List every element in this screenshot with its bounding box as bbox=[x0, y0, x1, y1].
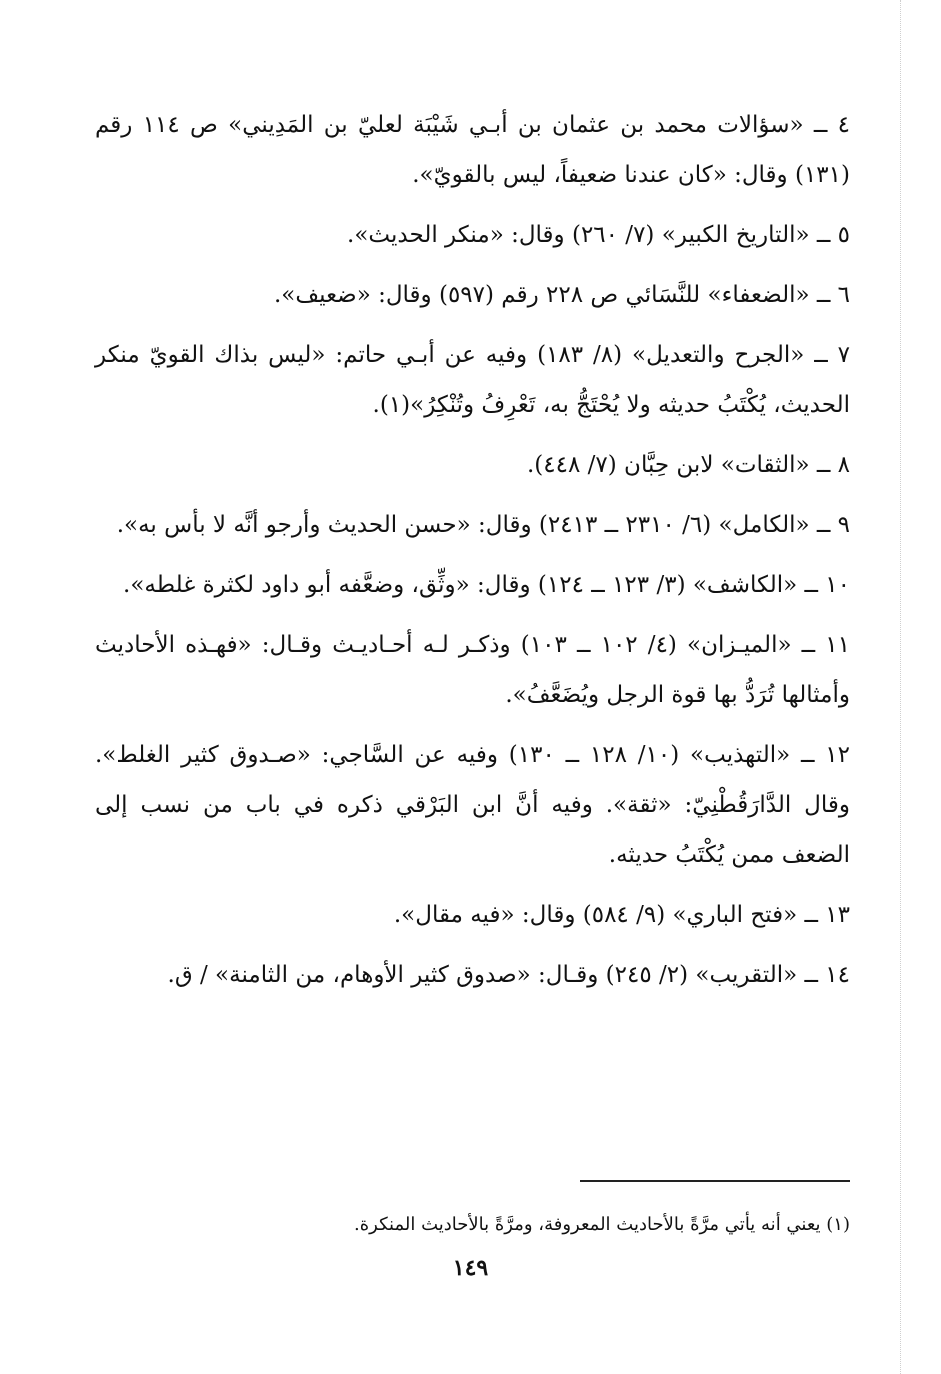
page-edge-line bbox=[900, 0, 901, 1374]
entry-11: ١١ ــ «الميـزان» (٤/ ١٠٢ ــ ١٠٣) وذكـر لـه أحـاديـث وقـال: «فهـذه الأحاديث وأمثالها تُرَدُّ بها قوة الرجل ويُضَعَّفُ». bbox=[95, 632, 851, 708]
entry-13: ١٣ ــ «فتح الباري» (٩/ ٥٨٤) وقال: «فيه مقال». bbox=[393, 902, 850, 928]
entry-7: ٧ ــ «الجرح والتعديل» (٨/ ١٨٣) وفيه عن أبـي حاتم: «ليس بذاك القويّ منكر الحديث، يُكْتَبُ حديثه ولا يُحْتَجُّ به، تَعْرِفُ وتُنْكِرُ»(١). bbox=[95, 342, 851, 418]
entry-4: ٤ ــ «سؤالات محمد بن عثمان بن أبـي شَيْبَة لعليّ بن المَدِيني» ص ١١٤ رقم (١٣١) وقال: «كان عندنا ضعيفاً، ليس بالقويّ». bbox=[95, 112, 850, 188]
footnote: (١) يعني أنه يأتي مرَّةً بالأحاديث المعروفة، ومرَّةً بالأحاديث المنكرة. bbox=[354, 1214, 850, 1235]
entry-10: ١٠ ــ «الكاشف» (٣/ ١٢٣ ــ ١٢٤) وقال: «وثِّق، وضعَّفه أبو داود لكثرة غلطه». bbox=[123, 572, 850, 598]
entry-5: ٥ ــ «التاريخ الكبير» (٧/ ٢٦٠) وقال: «منكر الحديث». bbox=[347, 222, 850, 248]
page-body bbox=[95, 100, 850, 1010]
entry-12: ١٢ ــ «التهذيب» (١٠/ ١٢٨ ــ ١٣٠) وفيه عن السَّاجي: «صـدوق كثير الغلط». وقال الدَّارَقُطْنِيّ: «ثقة». وفيه أنَّ ابن البَرْقي ذكره في باب من نسب إلى الضعف ممن يُكْتَبُ حديثه. bbox=[95, 742, 850, 868]
entry-9: ٩ ــ «الكامل» (٦/ ٢٣١٠ ــ ٢٤١٣) وقال: «حسن الحديث وأرجو أنَّه لا بأس به». bbox=[116, 512, 850, 538]
entry-8: ٨ ــ «الثقات» لابن حِبَّان (٧/ ٤٤٨). bbox=[526, 452, 850, 478]
entry-14: ١٤ ــ «التقريب» (٢/ ٢٤٥) وقـال: «صدوق كثير الأوهام، من الثامنة» / ق. bbox=[167, 962, 850, 988]
entry-6: ٦ ــ «الضعفاء» للنَّسَائي ص ٢٢٨ رقم (٥٩٧) وقال: «ضعيف». bbox=[273, 282, 850, 308]
footnote-divider bbox=[580, 1180, 850, 1182]
page-number: ١٤٩ bbox=[452, 1255, 489, 1281]
